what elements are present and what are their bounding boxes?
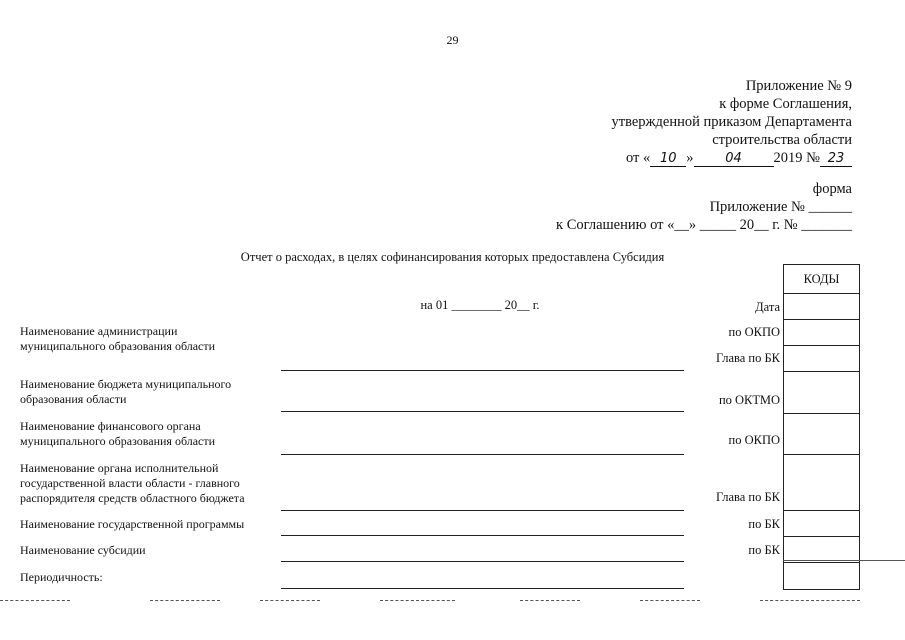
row-label-subsidy: Наименование субсидии <box>20 543 146 557</box>
code-cell <box>784 294 859 320</box>
row-label-budget: Наименование бюджета муниципального образования области <box>20 377 232 406</box>
code-label-okpo: по ОКПО <box>728 325 780 339</box>
row-label-executive-body: Наименование органа исполнительной государственной власти области - главного распорядителя средств областного бюджета <box>20 461 245 505</box>
appendix-date-line <box>612 149 853 167</box>
form-label: форма <box>812 181 852 197</box>
appendix-line-3: утвержденной приказом Департамента <box>611 114 852 130</box>
row-label-administration: Наименование администрации муниципального образования области <box>20 324 216 353</box>
code-label-chapter-bk: Глава по БК <box>715 351 780 365</box>
appendix-line-4: строительства области <box>712 132 852 148</box>
date-day: 10 <box>650 151 686 167</box>
row-label-finance-body: Наименование финансового органа муниципального образования области <box>20 419 216 448</box>
code-cell <box>784 511 859 537</box>
code-label-okpo-2: по ОКПО <box>728 433 780 447</box>
codes-header: КОДЫ <box>784 265 859 294</box>
fold-line <box>150 600 220 601</box>
fold-line <box>260 600 320 601</box>
row-label-periodicity: Периодичность: <box>20 570 103 584</box>
date-mid: » <box>686 150 694 166</box>
fill-line <box>281 588 684 589</box>
code-label-bk-2: по БК <box>748 543 780 557</box>
report-date: на 01 ________ 20__ г. <box>420 298 540 312</box>
code-label-chapter-bk-2: Глава по БК <box>715 490 780 504</box>
code-label-date: Дата <box>755 300 780 314</box>
code-cell <box>784 346 859 372</box>
code-label-bk: по БК <box>748 517 780 531</box>
page-number: 29 <box>446 33 459 47</box>
fill-line <box>281 454 684 455</box>
fill-line <box>281 370 684 371</box>
fold-line <box>0 600 70 601</box>
form-header <box>556 180 852 234</box>
codes-table <box>783 264 860 590</box>
code-cell <box>784 414 859 455</box>
date-prefix: от « <box>626 150 651 166</box>
fill-line <box>281 510 684 511</box>
fold-line <box>783 560 905 561</box>
fill-line <box>281 411 684 412</box>
appendix-line-1: Приложение № 9 <box>745 78 852 94</box>
form-annex-line: Приложение № ______ <box>709 199 852 215</box>
code-label-oktmo: по ОКТМО <box>718 393 780 407</box>
code-cell <box>784 372 859 414</box>
appendix-line-2: к форме Соглашения, <box>719 96 852 112</box>
date-month: 04 <box>694 151 774 167</box>
row-label-program: Наименование государственной программы <box>20 517 245 531</box>
fill-line <box>281 535 684 536</box>
code-cell <box>784 563 859 589</box>
code-cell <box>784 455 859 511</box>
fold-line <box>760 600 860 601</box>
appendix-block <box>612 77 853 167</box>
report-title: Отчет о расходах, в целях софинансирования которых предоставлена Субсидия <box>240 250 665 264</box>
date-year: 2019 № <box>773 150 820 166</box>
fold-line <box>520 600 580 601</box>
fold-line <box>380 600 455 601</box>
fill-line <box>281 561 684 562</box>
form-agreement-line: к Соглашению от «__» _____ 20__ г. № _______ <box>556 217 852 233</box>
code-cell <box>784 320 859 346</box>
fold-line <box>640 600 700 601</box>
date-number: 23 <box>820 151 852 167</box>
